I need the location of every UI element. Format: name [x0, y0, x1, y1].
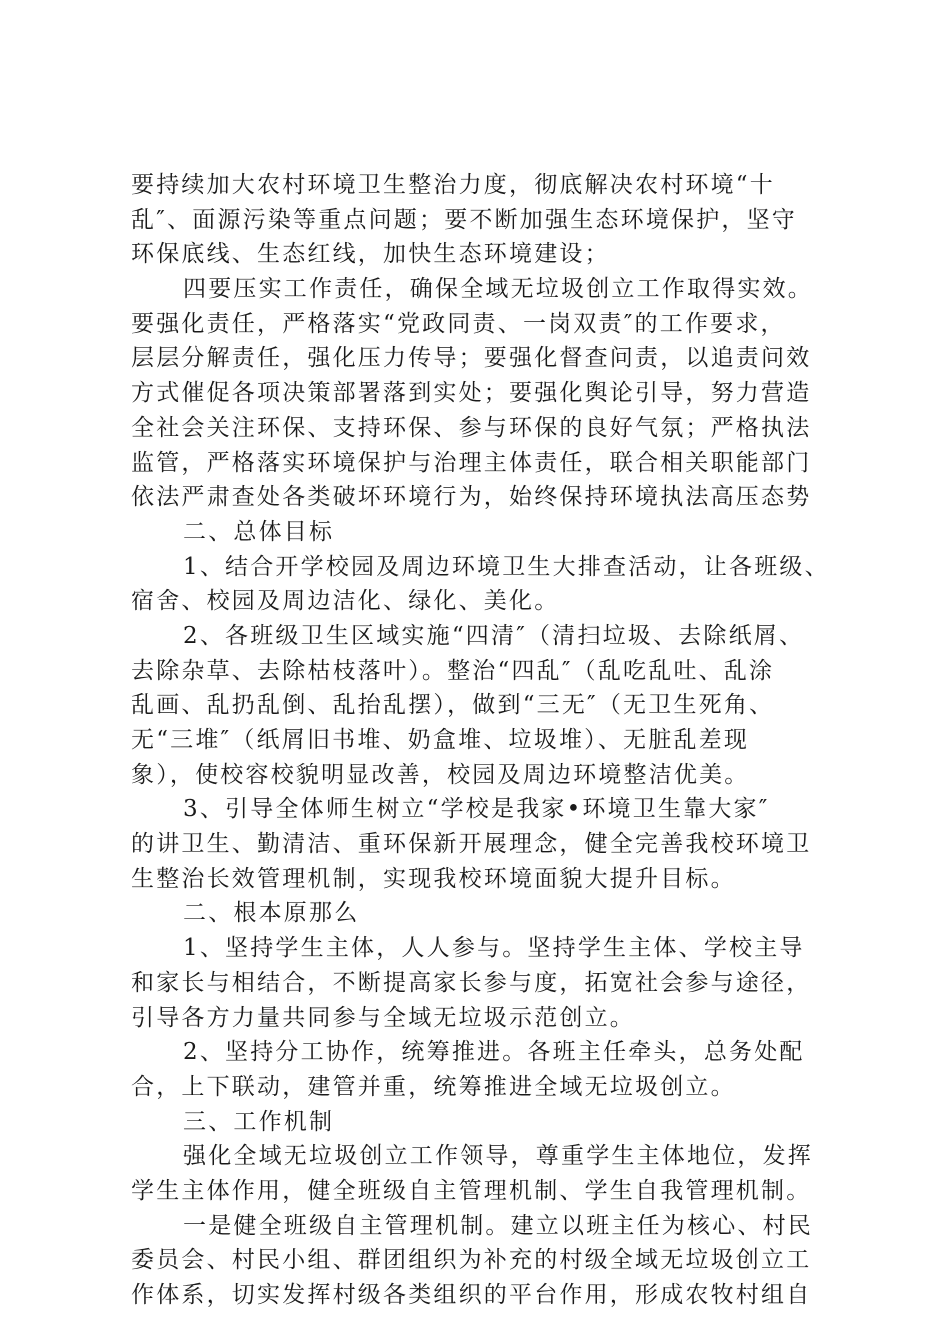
text-line: 的讲卫生、勤清洁、重环保新开展理念，健全完善我校环境卫 [131, 831, 812, 858]
document-body [131, 168, 830, 1313]
text-line: 学生主体作用，健全班级自主管理机制、学生自我管理机制。 [131, 1177, 812, 1204]
text-line: 监管，严格落实环境保护与治理主体责任，联合相关职能部门 [131, 449, 812, 476]
text-line: 乱″、面源污染等重点问题；要不断加强生态环境保护，坚守 [131, 206, 797, 233]
text-line: 宿舍、校园及周边洁化、绿化、美化。 [131, 588, 560, 615]
text-line: 2、各班级卫生区域实施“四清″（清扫垃圾、去除纸屑、 [183, 622, 805, 649]
text-line: 委员会、村民小组、群团组织为补充的村级全域无垃圾创立工 [131, 1247, 812, 1274]
text-line: 1、结合开学校园及周边环境卫生大排查活动，让各班级、 [183, 553, 830, 580]
text-line: 象），使校容校貌明显改善，校园及周边环境整洁优美。 [131, 761, 750, 788]
text-line: 引导各方力量共同参与全域无垃圾示范创立。 [131, 1004, 635, 1031]
text-line: 要持续加大农村环境卫生整治力度，彻底解决农村环境“十 [131, 172, 775, 198]
text-line: 层层分解责任，强化压力传导；要强化督查问责，以追责问效 [131, 345, 812, 372]
text-line: 方式催促各项决策部署落到实处；要强化舆论引导，努力营造 [131, 380, 812, 407]
text-line: 要强化责任，严格落实“党政同责、一岗双责″的工作要求， [131, 310, 786, 337]
text-line: 一是健全班级自主管理机制。建立以班主任为核心、村民 [183, 1212, 813, 1239]
text-line: 强化全域无垃圾创立工作领导，尊重学生主体地位，发挥 [183, 1143, 813, 1170]
text-line: 合，上下联动，建管并重，统筹推进全域无垃圾创立。 [131, 1073, 736, 1100]
text-line: 二、根本原那么 [183, 900, 360, 927]
text-line: 生整治长效管理机制，实现我校环境面貌大提升目标。 [131, 865, 736, 892]
text-line: 2、坚持分工协作，统筹推进。各班主任牵头，总务处配 [183, 1039, 805, 1066]
text-line: 去除杂草、去除枯枝落叶）。整治“四乱″（乱吃乱吐、乱涂 [131, 657, 775, 684]
text-line: 依法严肃查处各类破坏环境行为，始终保持环境执法高压态势 [131, 484, 812, 511]
text-line: 3、引导全体师生树立“学校是我家•环境卫生靠大家″ [183, 796, 770, 823]
text-line: 二、总体目标 [183, 518, 335, 545]
text-line: 三、工作机制 [183, 1108, 335, 1135]
text-line: 全社会关注环保、支持环保、参与环保的良好气氛；严格执法 [131, 414, 812, 441]
text-line: 环保底线、生态红线，加快生态环境建设； [131, 241, 610, 268]
text-line: 1、坚持学生主体，人人参与。坚持学生主体、学校主导 [183, 935, 805, 962]
text-line: 和家长与相结合，不断提高家长参与度，拓宽社会参与途径， [131, 969, 812, 996]
text-line: 无“三堆″（纸屑旧书堆、奶盒堆、垃圾堆）、无脏乱差现 [131, 727, 750, 753]
text-line: 四要压实工作责任，确保全域无垃圾创立工作取得实效。 [183, 276, 813, 303]
text-line: 乱画、乱扔乱倒、乱抬乱摆），做到“三无″（无卫生死角、 [131, 692, 775, 719]
text-line: 作体系，切实发挥村级各类组织的平台作用，形成农牧村组自 [131, 1282, 812, 1308]
